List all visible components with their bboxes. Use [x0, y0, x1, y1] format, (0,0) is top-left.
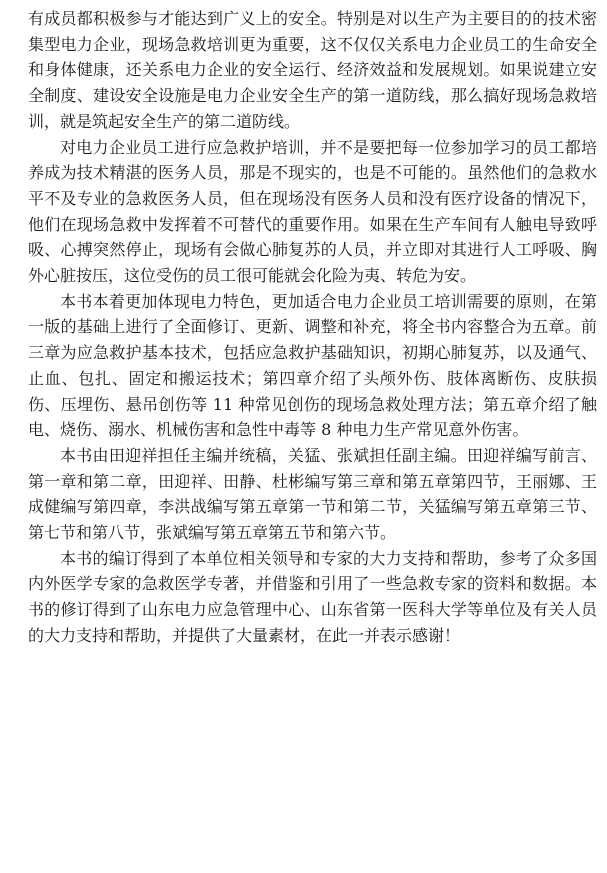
paragraph-training-purpose: 对电力企业员工进行应急救护培训，并不是要把每一位参加学习的员工都培养成为技术精湛的医务人员，那是不现实的，也是不可能的。虽然他们的急救水平不及专业的急救医务人员，但在现场没有医务人员和没有医疗设备的情况下，他们在现场急救中发挥着不可替代的重要作用。如果在生产车间有人触电导致呼吸、心搏突然停止，现场有会做心肺复苏的人员，并立即对其进行人工呼吸、胸外心脏按压，这位受伤的员工很可能就会化险为夷、转危为安。 — [28, 137, 597, 286]
paragraph-acknowledgements: 本书的编订得到了本单位相关领导和专家的大力支持和帮助，参考了众多国内外医学专家的急救医学专著，并借鉴和引用了一些急救专家的资料和数据。本书的修订得到了山东电力应急管理中心、山东省第一医科大学等单位及有关人员的大力支持和帮助，并提供了大量素材，在此一并表示感谢！ — [28, 548, 597, 645]
paragraph-continued-intro: 有成员都积极参与才能达到广义上的安全。特别是对以生产为主要目的的技术密集型电力企业，现场急救培训更为重要，这不仅仅关系电力企业员工的生命安全和身体健康，还关系电力企业的安全运行、经济效益和发展规划。如果说建立安全制度、建设安全设施是电力企业安全生产的第一道防线，那么搞好现场急救培训，就是筑起安全生产的第二道防线。 — [28, 9, 597, 131]
paragraph-book-structure: 本书本着更加体现电力特色，更加适合电力企业员工培训需要的原则，在第一版的基础上进行了全面修订、更新、调整和补充，将全书内容整合为五章。前三章为应急救护基本技术，包括应急救护基础知识，初期心肺复苏，以及通气、止血、包扎、固定和搬运技术；第四章介绍了头颅外伤、肢体离断伤、皮肤损伤、压埋伤、悬吊创伤等 11 种常见创伤的现场急救处理方法；第五章介绍了触电、烧伤、溺水、机械伤害和急性中毒等 8 种电力生产常见意外伤害。 — [28, 291, 597, 440]
paragraph-authors: 本书由田迎祥担任主编并统稿，关猛、张斌担任副主编。田迎祥编写前言、第一章和第二章，田迎祥、田静、杜彬编写第三章和第五章第四节，王丽娜、王成健编写第四章，李洪战编写第五章第一节和第二节，关猛编写第五章第三节、第七节和第八节，张斌编写第五章第五节和第六节。 — [28, 445, 597, 543]
